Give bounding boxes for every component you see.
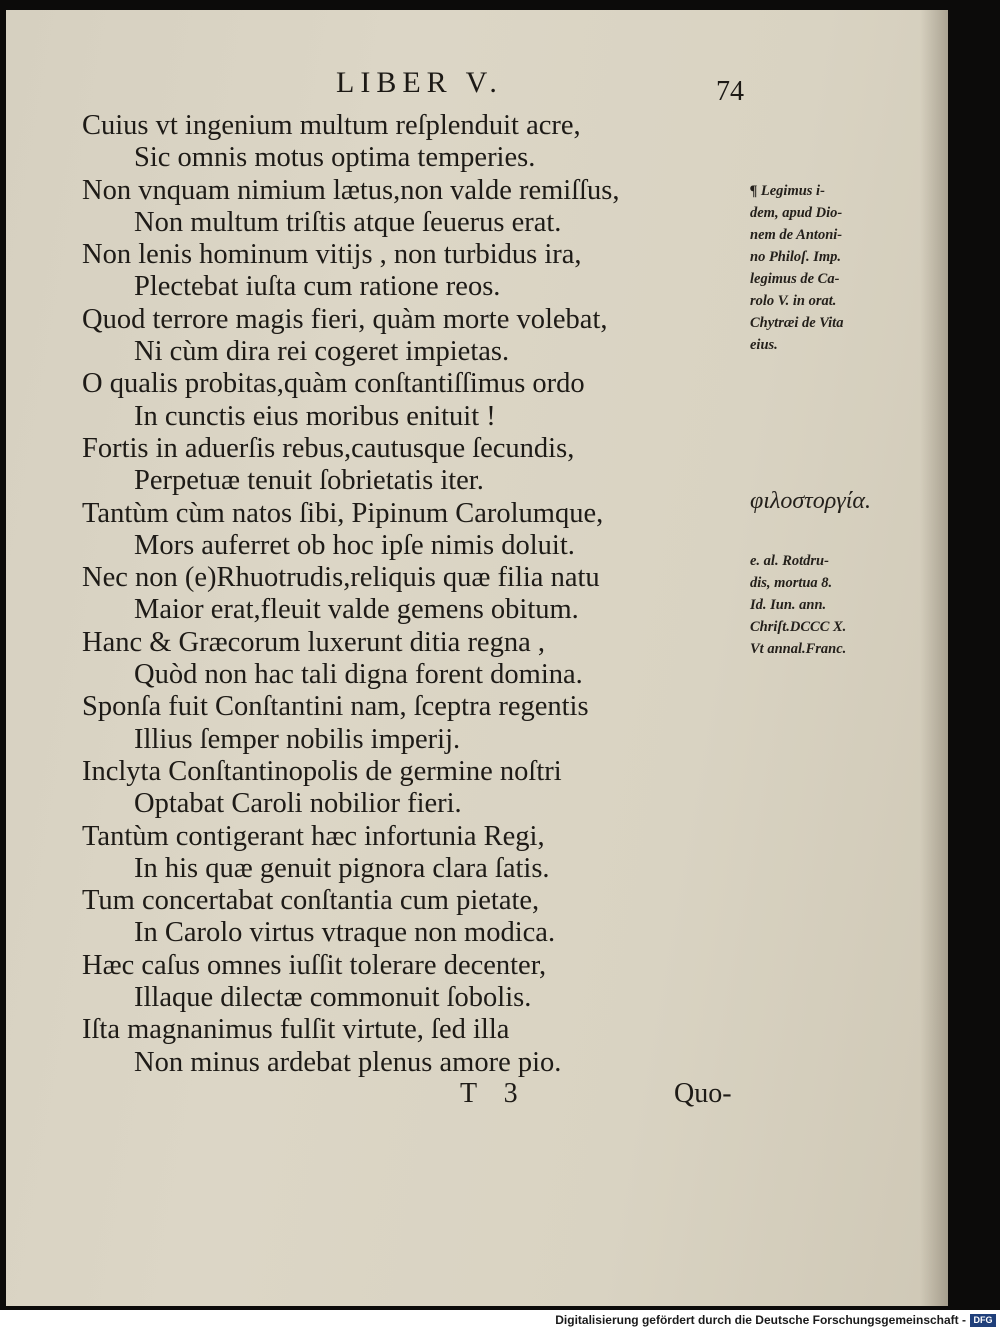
verse-line: Maior erat,fleuit valde gemens obitum. bbox=[134, 594, 579, 626]
verse-line: Illius ſemper nobilis imperij. bbox=[134, 723, 461, 755]
page-number: 74 bbox=[716, 76, 744, 107]
verse-line: Hæc caſus omnes iuſſit tolerare decenter, bbox=[82, 949, 547, 981]
verse-line: Perpetuæ tenuit ſobrietatis iter. bbox=[134, 465, 484, 497]
funding-credit: Digitalisierung gefördert durch die Deutsche Forschungsgemeinschaft - bbox=[555, 1313, 966, 1327]
verse-line: Non multum triſtis atque ſeuerus erat. bbox=[134, 206, 562, 238]
verse-line: Optabat Caroli nobilior fieri. bbox=[134, 788, 462, 820]
verse-line: Nec non (e)Rhuotrudis,reliquis quæ filia natu bbox=[82, 562, 600, 594]
verse-line: In cunctis eius moribus enituit ! bbox=[134, 400, 496, 432]
verse-line: Cuius vt ingenium multum reſplenduit acre, bbox=[82, 110, 581, 141]
margin-note-greek: φιλοστοργία. bbox=[750, 488, 872, 514]
verse-line: Tantùm cùm natos ſibi, Pipinum Carolumque, bbox=[82, 497, 604, 529]
verse-line: Tum concertabat conſtantia cum pietate, bbox=[82, 885, 540, 917]
verse-line: Mors auferret ob hoc ipſe nimis doluit. bbox=[134, 529, 575, 561]
book-page bbox=[6, 10, 948, 1306]
verse-line: In his quæ genuit pignora clara ſatis. bbox=[134, 852, 550, 884]
verse-line: Non lenis hominum vitijs , non turbidus ira, bbox=[82, 239, 582, 271]
verse-line: Ni cùm dira rei cogeret impietas. bbox=[134, 336, 510, 368]
signature-mark: T 3 bbox=[460, 1078, 528, 1109]
verse-line: Sponſa fuit Conſtantini nam, ſceptra regentis bbox=[82, 691, 589, 723]
verse-line: Non minus ardebat plenus amore pio. bbox=[134, 1046, 562, 1078]
verse-line: Tantùm contigerant hæc infortunia Regi, bbox=[82, 820, 545, 852]
verse-line: Iſta magnanimus fulſit virtute, ſed illa bbox=[82, 1014, 510, 1046]
verse-line: Non vnquam nimium lætus,non valde remiſſus, bbox=[82, 174, 620, 206]
verse-line: Sic omnis motus optima temperies. bbox=[134, 142, 536, 174]
verse-block bbox=[82, 110, 722, 1079]
verse-line: Hanc & Græcorum luxerunt ditia regna , bbox=[82, 626, 545, 658]
verse-line: Illaque dilectæ commonuit ſobolis. bbox=[134, 982, 532, 1014]
verse-line: Inclyta Conſtantinopolis de germine noſtri bbox=[82, 755, 562, 787]
verse-line: In Carolo virtus vtraque non modica. bbox=[134, 917, 556, 949]
verse-line: O qualis probitas,quàm conſtantiſſimus ordo bbox=[82, 368, 585, 400]
verse-line: Quod terrore magis fieri, quàm morte volebat, bbox=[82, 303, 608, 335]
running-head: LIBER V. bbox=[336, 66, 503, 99]
dfg-logo-icon: DFG bbox=[970, 1314, 996, 1327]
margin-note-rotdrudis: e. al. Rotdru- dis, mortua 8. Id. Iun. ann. Chriſt.DCCC X. Vt annal.Franc. bbox=[750, 553, 847, 657]
catchword: Quo- bbox=[674, 1078, 732, 1109]
margin-note-legimus: ¶ Legimus i- dem, apud Dio- nem de Antoni- no Philoſ. Imp. legimus de Ca- rolo V. in orat. Chytræi de Vita eius. bbox=[750, 183, 844, 353]
verse-line: Plectebat iuſta cum ratione reos. bbox=[134, 271, 501, 303]
verse-line: Fortis in aduerſis rebus,cautusque ſecundis, bbox=[82, 432, 575, 464]
verse-line: Quòd non hac tali digna forent domina. bbox=[134, 659, 583, 691]
